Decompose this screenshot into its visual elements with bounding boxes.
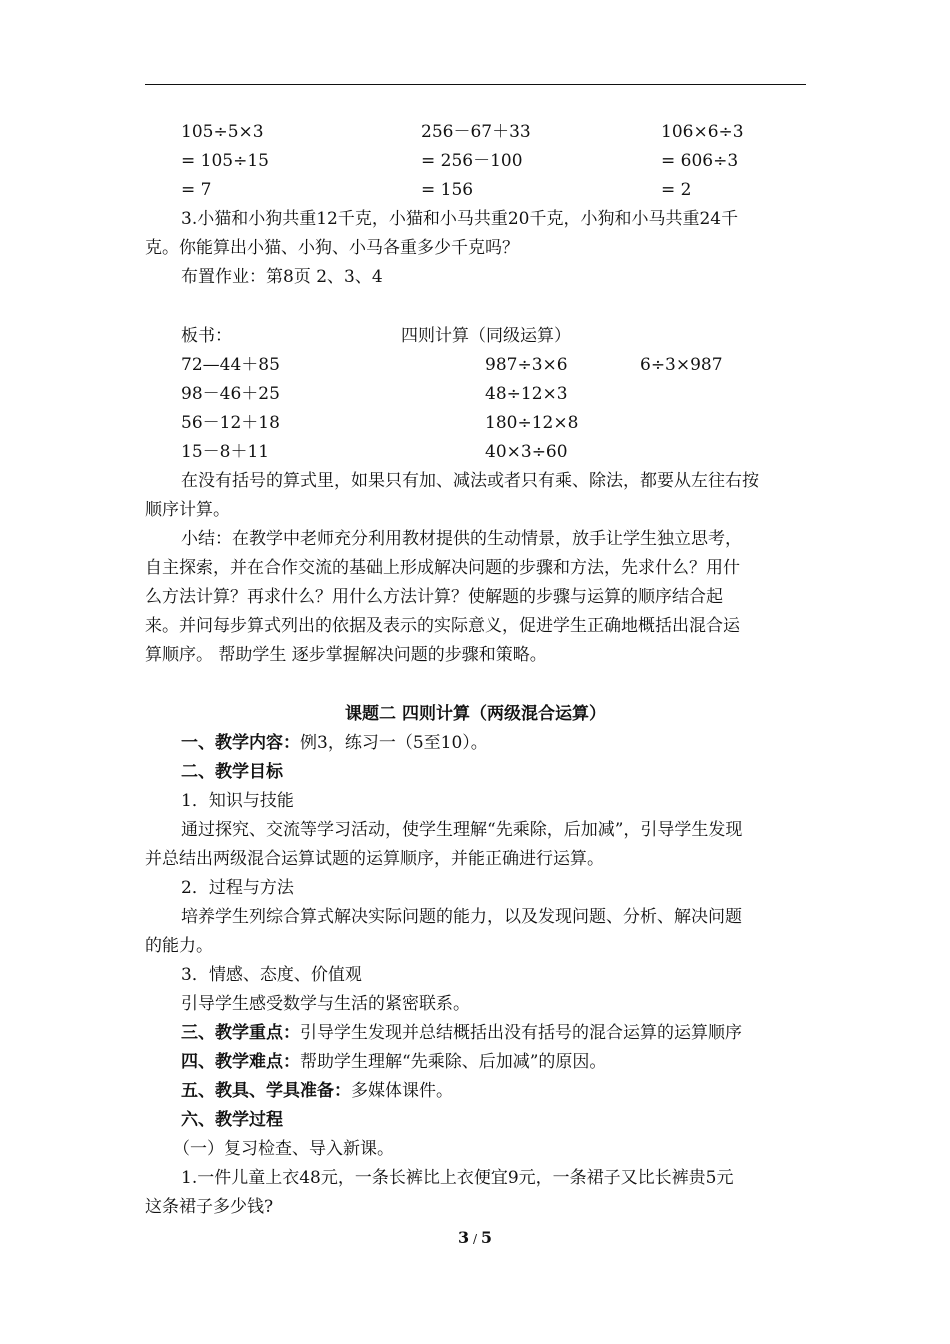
board-cell: 40×3÷60 [485, 442, 568, 462]
goals-heading: 二、教学目标 [181, 762, 283, 782]
goal2-text: 培养学生列综合算式解决实际问题的能力，以及发现问题、分析、解决问题 [181, 907, 742, 927]
board-cell: 15－8＋11 [181, 442, 270, 462]
calc-cell: = 7 [181, 180, 212, 200]
content-label: 一、教学内容： [181, 733, 300, 753]
total-pages: 5 [480, 1228, 492, 1247]
calc-cell: 256－67＋33 [421, 122, 531, 142]
board-cell: 72—44＋85 [181, 355, 280, 375]
tools-label: 五、教具、学具准备： [181, 1081, 351, 1101]
homework-line: 布置作业：第8页 2、3、4 [181, 267, 383, 287]
question-line: 1.一件儿童上衣48元，一条长裤比上衣便宜9元，一条裙子又比长裤贵5元 [181, 1168, 734, 1188]
summary-line: 小结：在教学中老师充分利用教材提供的生动情景，放手让学生独立思考， [181, 529, 742, 549]
rule-line: 在没有括号的算式里，如果只有加、减法或者只有乘、除法，都要从左往右按 [181, 471, 759, 491]
calc-cell: 105÷5×3 [181, 122, 264, 142]
calc-cell: = 606÷3 [661, 151, 739, 171]
board-cell: 56－12＋18 [181, 413, 280, 433]
calc-row [145, 176, 806, 205]
board-header [145, 322, 806, 351]
problem-line: 克。你能算出小猫、小狗、小马各重多少千克吗？ [145, 238, 519, 258]
goal3-text: 引导学生感受数学与生活的紧密联系。 [181, 994, 470, 1014]
goal2-text: 的能力。 [145, 936, 213, 956]
board-cell: 987÷3×6 [485, 355, 568, 375]
problem-line: 3.小猫和小狗共重12千克，小猫和小马共重20千克，小狗和小马共重24千 [181, 209, 739, 229]
header-rule [145, 84, 806, 85]
goal3-title: 3．情感、态度、价值观 [181, 965, 362, 985]
calc-cell: = 2 [661, 180, 692, 200]
board-cell: 98－46＋25 [181, 384, 280, 404]
board-row [145, 438, 806, 467]
question-line: 这条裙子多少钱? [145, 1197, 274, 1217]
hard-label: 四、教学难点： [181, 1052, 300, 1072]
hard-value: 帮助学生理解“先乘除、后加减”的原因。 [300, 1052, 607, 1072]
tools-line [145, 1077, 806, 1106]
board-cell: 6÷3×987 [640, 355, 723, 375]
key-label: 三、教学重点： [181, 1023, 300, 1043]
board-row [145, 380, 806, 409]
board-row [145, 351, 806, 380]
calc-row [145, 147, 806, 176]
calc-cell: = 156 [421, 180, 474, 200]
summary-line: 来。并问每步算式列出的依据及表示的实际意义，促进学生正确地概括出混合运 [145, 616, 740, 636]
goal2-title: 2．过程与方法 [181, 878, 294, 898]
tools-value: 多媒体课件。 [351, 1081, 453, 1101]
key-point-line [145, 1019, 806, 1048]
calc-cell: = 105÷15 [181, 151, 269, 171]
goal1-text: 通过探究、交流等学习活动，使学生理解“先乘除，后加减”，引导学生发现 [181, 820, 743, 840]
board-cell: 180÷12×8 [485, 413, 579, 433]
board-cell: 48÷12×3 [485, 384, 568, 404]
summary-line: 么方法计算？再求什么？用什么方法计算？使解题的步骤与运算的顺序结合起 [145, 587, 723, 607]
board-row [145, 409, 806, 438]
board-label: 板书： [181, 326, 232, 346]
summary-line: 算顺序。 帮助学生 逐步掌握解决问题的步骤和策略。 [145, 645, 547, 665]
goal1-title: 1．知识与技能 [181, 791, 294, 811]
calc-row [145, 118, 806, 147]
page-number [0, 1228, 950, 1247]
goal1-text: 并总结出两级混合运算试题的运算顺序，并能正确进行运算。 [145, 849, 604, 869]
lesson-title: 课题二 四则计算（两级混合运算） [345, 704, 606, 724]
content-line [145, 729, 806, 758]
summary-line: 自主探索，并在合作交流的基础上形成解决问题的步骤和方法，先求什么？用什 [145, 558, 740, 578]
board-title: 四则计算（同级运算） [401, 326, 571, 346]
calc-cell: = 256－100 [421, 151, 523, 171]
calc-cell: 106×6÷3 [661, 122, 744, 142]
key-value: 引导学生发现并总结概括出没有括号的混合运算的运算顺序 [300, 1023, 742, 1043]
rule-line: 顺序计算。 [145, 500, 230, 520]
difficulty-line [145, 1048, 806, 1077]
process-step: （一）复习检查、导入新课。 [173, 1139, 394, 1159]
content-value: 例3，练习一（5至10）。 [300, 733, 488, 753]
page-content [145, 118, 806, 1222]
current-page: 3 [458, 1228, 470, 1247]
page-separator: / [469, 1232, 481, 1246]
process-heading: 六、教学过程 [181, 1110, 283, 1130]
